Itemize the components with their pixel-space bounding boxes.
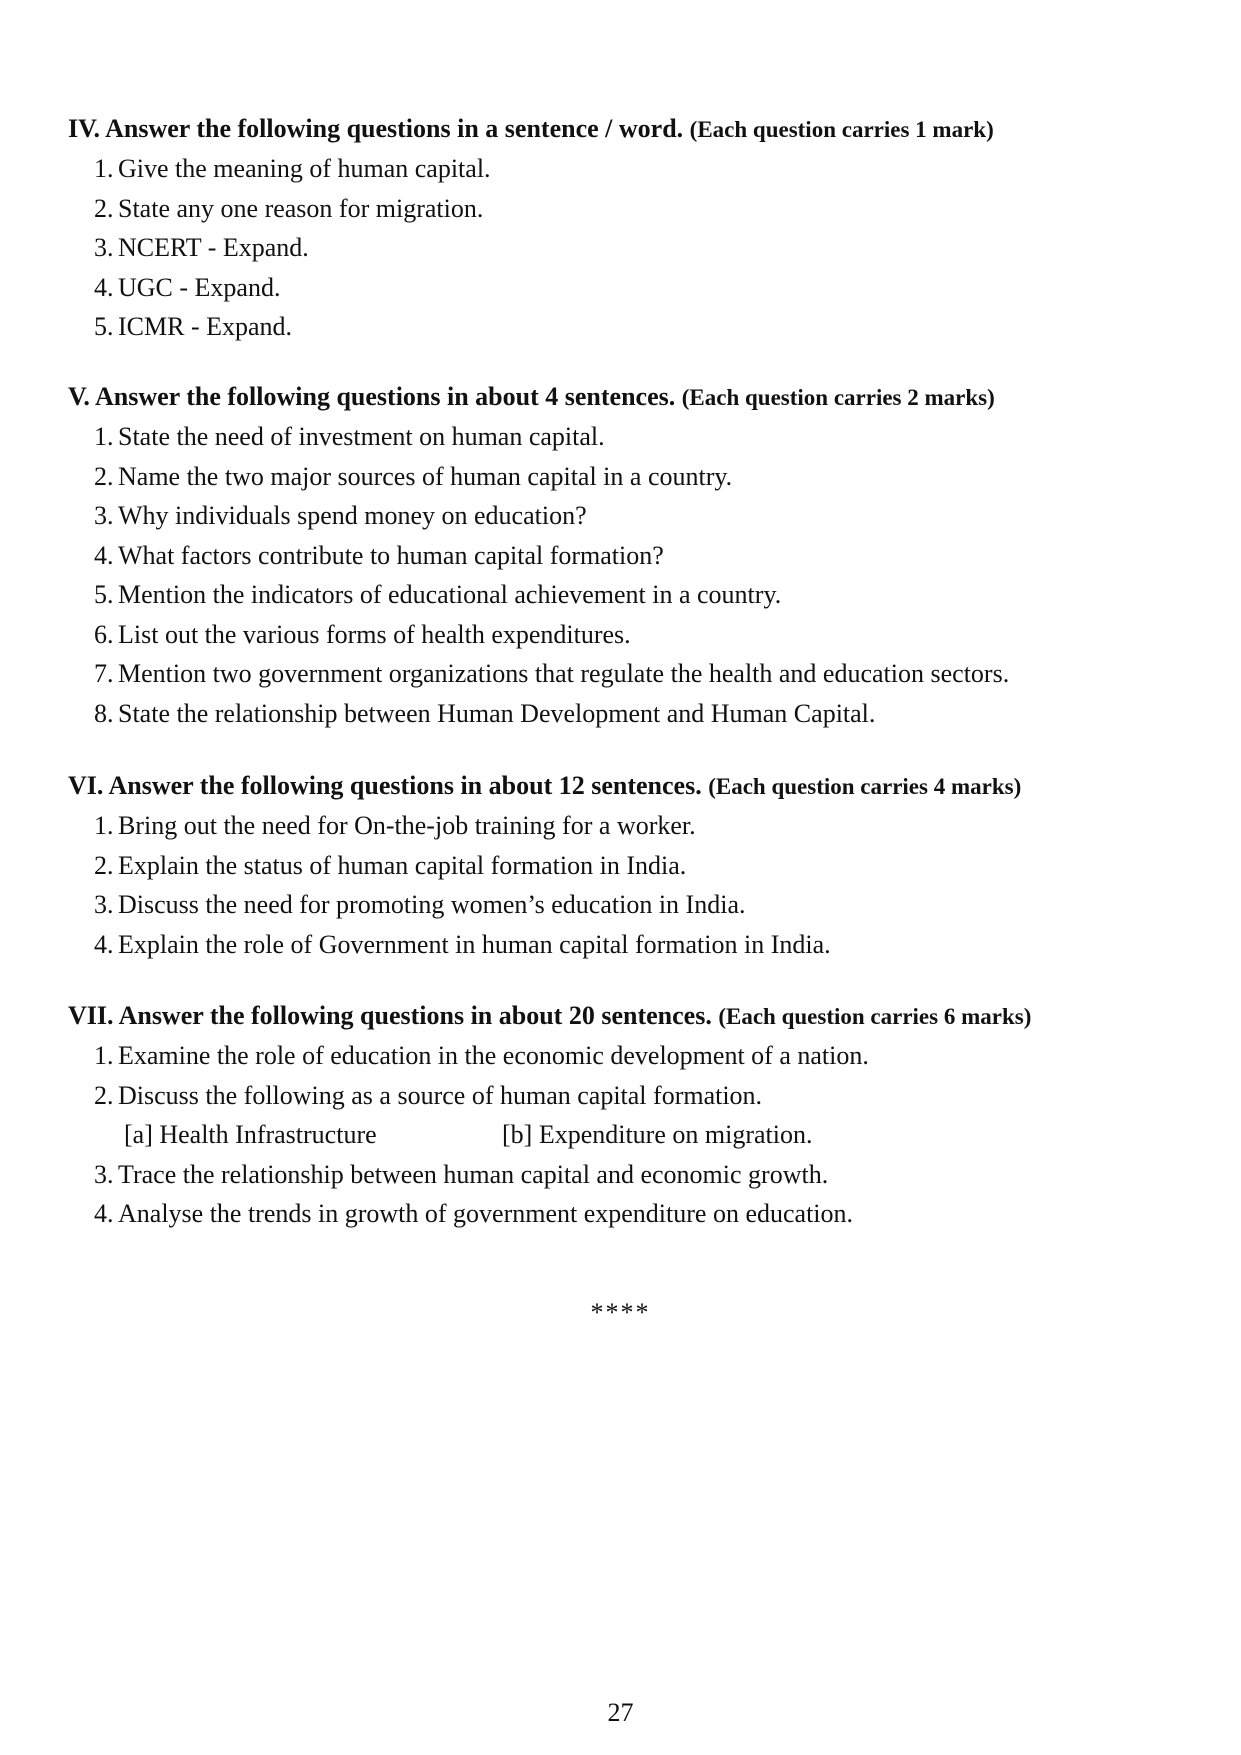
question-item — [68, 1076, 1188, 1116]
section-heading — [68, 767, 1188, 806]
question-number: 3. — [94, 501, 114, 530]
question-item — [68, 189, 1188, 229]
question-item — [68, 307, 1188, 347]
end-of-questions-mark: **** — [590, 1298, 651, 1327]
question-text: Discuss the following as a source of human capital formation. — [118, 1080, 763, 1110]
question-number: 2. — [94, 193, 114, 223]
question-text: Why individuals spend money on education? — [118, 501, 587, 530]
section-v — [68, 378, 1188, 733]
question-item — [68, 806, 1188, 846]
section-title: VII. Answer the following questions in about 20 sentences. — [68, 1001, 712, 1030]
question-item — [68, 615, 1188, 655]
question-text: Explain the status of human capital formation in India. — [118, 850, 687, 880]
question-text: Explain the role of Government in human capital formation in India. — [118, 929, 831, 959]
question-item — [68, 228, 1188, 268]
question-item — [68, 149, 1188, 189]
question-number: 4. — [94, 540, 114, 570]
sub-option-b: [b] Expenditure on migration. — [502, 1120, 813, 1149]
question-text: What factors contribute to human capital formation? — [118, 540, 664, 570]
question-number: 2. — [94, 461, 114, 491]
question-number: 4. — [94, 1199, 114, 1228]
section-marks-note: (Each question carries 6 marks) — [718, 1004, 1032, 1029]
question-list — [68, 1036, 1188, 1234]
question-number: 1. — [94, 422, 114, 451]
page-number: 27 — [607, 1698, 634, 1727]
section-heading — [68, 110, 1188, 149]
sub-options-row — [68, 1115, 1188, 1155]
question-text: State any one reason for migration. — [118, 193, 484, 223]
question-number: 3. — [94, 233, 114, 262]
section-title: V. Answer the following questions in about 4 sentences. — [68, 382, 676, 411]
question-text: List out the various forms of health expenditures. — [118, 619, 631, 649]
question-list — [68, 806, 1188, 964]
section-marks-note: (Each question carries 1 mark) — [689, 117, 994, 142]
question-item — [68, 575, 1188, 615]
question-text: NCERT - Expand. — [118, 233, 309, 262]
question-text: Trace the relationship between human capital and economic growth. — [118, 1159, 829, 1189]
sub-option-a: [a] Health Infrastructure — [124, 1120, 377, 1149]
question-text: ICMR - Expand. — [118, 312, 293, 341]
question-number: 2. — [94, 1080, 114, 1110]
question-item — [68, 694, 1188, 734]
question-number: 5. — [94, 312, 114, 341]
section-marks-note: (Each question carries 2 marks) — [681, 385, 995, 410]
section-heading — [68, 997, 1188, 1036]
question-list — [68, 149, 1188, 347]
question-item — [68, 457, 1188, 497]
question-item — [68, 654, 1188, 694]
section-heading — [68, 378, 1188, 417]
question-item — [68, 846, 1188, 886]
question-text: Mention the indicators of educational achievement in a country. — [118, 580, 782, 609]
question-number: 1. — [94, 811, 114, 840]
section-vi — [68, 767, 1188, 964]
question-item — [68, 268, 1188, 308]
section-iv — [68, 110, 1188, 347]
question-item — [68, 496, 1188, 536]
question-number: 7. — [94, 659, 114, 688]
question-item — [68, 536, 1188, 576]
question-text: State the need of investment on human capital. — [118, 422, 605, 451]
question-number: 6. — [94, 619, 114, 649]
question-number: 8. — [94, 698, 114, 728]
question-text: Examine the role of education in the economic development of a nation. — [118, 1041, 869, 1070]
question-number: 4. — [94, 272, 114, 302]
section-title: IV. Answer the following questions in a sentence / word. — [68, 114, 684, 143]
question-number: 2. — [94, 850, 114, 880]
section-vii — [68, 997, 1188, 1234]
question-text: Analyse the trends in growth of government expenditure on education. — [118, 1199, 854, 1228]
question-number: 1. — [94, 154, 114, 183]
question-item — [68, 1194, 1188, 1234]
question-text: State the relationship between Human Development and Human Capital. — [118, 698, 876, 728]
question-text: UGC - Expand. — [118, 272, 281, 302]
question-text: Discuss the need for promoting women’s education in India. — [118, 890, 746, 919]
question-item — [68, 885, 1188, 925]
question-text: Mention two government organizations that regulate the health and education sectors. — [118, 659, 1010, 688]
question-list — [68, 417, 1188, 733]
question-number: 1. — [94, 1041, 114, 1070]
question-number: 3. — [94, 1159, 114, 1189]
question-item — [68, 1155, 1188, 1195]
section-title: VI. Answer the following questions in about 12 sentences. — [68, 771, 702, 800]
question-text: Bring out the need for On-the-job training for a worker. — [118, 811, 696, 840]
question-item — [68, 1036, 1188, 1076]
question-number: 4. — [94, 929, 114, 959]
section-marks-note: (Each question carries 4 marks) — [708, 774, 1022, 799]
question-item — [68, 925, 1188, 965]
question-number: 3. — [94, 890, 114, 919]
question-item — [68, 417, 1188, 457]
question-text: Give the meaning of human capital. — [118, 154, 491, 183]
question-number: 5. — [94, 580, 114, 609]
question-text: Name the two major sources of human capital in a country. — [118, 461, 733, 491]
